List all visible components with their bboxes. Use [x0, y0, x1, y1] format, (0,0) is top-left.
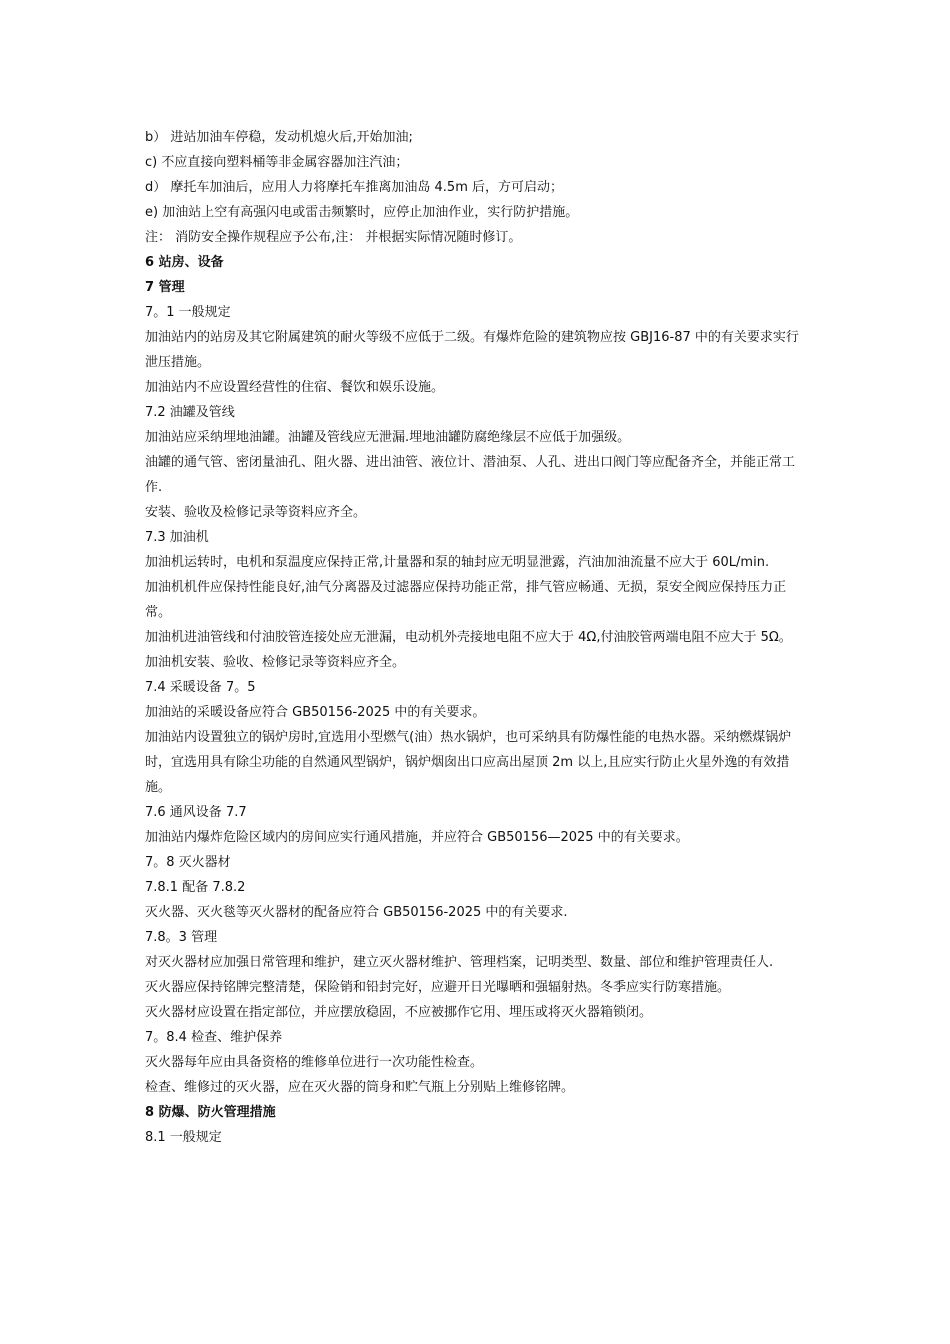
subsection-heading-7-8-3: 7.8。3 管理 [145, 930, 218, 945]
subsection-heading-8-1: 8.1 一般规定 [145, 1130, 222, 1145]
paragraph: 加油机进油管线和付油胶管连接处应无泄漏，电动机外壳接地电阻不应大于 4Ω,付油胶管两端电阻不应大于 5Ω。 [145, 630, 792, 645]
list-item-d: d） 摩托车加油后，应用人力将摩托车推离加油岛 4.5m 后，方可启动； [145, 180, 563, 195]
paragraph: 灭火器材应设置在指定部位，并应摆放稳固，不应被挪作它用、埋压或将灭火器箱锁闭。 [145, 1005, 653, 1020]
paragraph: 加油站内设置独立的锅炉房时,宜选用小型燃气(油）热水锅炉，也可采纳具有防爆性能的电热水器。采纳燃煤锅炉时，宜选用具有除尘功能的自然通风型锅炉，锅炉烟囱出口应高出屋顶 2m 以上,且应实行防止火星外逸的有效措施。 [145, 730, 792, 795]
list-item-c: c) 不应直接向塑料桶等非金属容器加注汽油； [145, 155, 409, 170]
paragraph: 对灭火器材应加强日常管理和维护，建立灭火器材维护、管理档案，记明类型、数量、部位和维护管理责任人. [145, 955, 774, 970]
paragraph: 加油站的采暖设备应符合 GB50156-2025 中的有关要求。 [145, 705, 486, 720]
list-item-e: e) 加油站上空有高强闪电或雷击频繁时，应停止加油作业，实行防护措施。 [145, 205, 579, 220]
document-body [145, 125, 810, 1150]
paragraph: 灭火器每年应由具备资格的维修单位进行一次功能性检查。 [145, 1055, 484, 1070]
paragraph: 加油机运转时，电机和泵温度应保持正常,计量器和泵的轴封应无明显泄露，汽油加油流量不应大于 60L/min. [145, 555, 770, 570]
section-heading-7: 7 管理 [145, 280, 185, 295]
section-heading-8: 8 防爆、防火管理措施 [145, 1105, 276, 1120]
list-item-b: b） 进站加油车停稳，发动机熄火后,开始加油; [145, 130, 413, 145]
subsection-heading-7-6: 7.6 通风设备 7.7 [145, 805, 247, 820]
paragraph: 灭火器应保持铭牌完整清楚，保险销和铅封完好，应避开日光曝晒和强辐射热。冬季应实行防寒措施。 [145, 980, 731, 995]
subsection-heading-7-8-1: 7.8.1 配备 7.8.2 [145, 880, 246, 895]
paragraph: 检查、维修过的灭火器，应在灭火器的筒身和贮气瓶上分别贴上维修铭牌。 [145, 1080, 575, 1095]
paragraph: 加油站内爆炸危险区域内的房间应实行通风措施，并应符合 GB50156—2025 中的有关要求。 [145, 830, 689, 845]
paragraph: 油罐的通气管、密闭量油孔、阻火器、进出油管、液位计、潜油泵、人孔、进出口阀门等应配备齐全，并能正常工作. [145, 455, 796, 495]
subsection-heading-7-4: 7.4 采暖设备 7。5 [145, 680, 256, 695]
subsection-heading-7-3: 7.3 加油机 [145, 530, 209, 545]
paragraph: 加油机机件应保持性能良好,油气分离器及过滤器应保持功能正常，排气管应畅通、无损，泵安全阀应保持压力正常。 [145, 580, 787, 620]
subsection-heading-7-2: 7.2 油罐及管线 [145, 405, 235, 420]
paragraph: 灭火器、灭火毯等灭火器材的配备应符合 GB50156-2025 中的有关要求. [145, 905, 568, 920]
note: 注： 消防安全操作规程应予公布,注： 并根据实际情况随时修订。 [145, 230, 522, 245]
paragraph: 加油机安装、验收、检修记录等资料应齐全。 [145, 655, 406, 670]
subsection-heading-7-8-4: 7。8.4 检查、维护保养 [145, 1030, 283, 1045]
paragraph: 加油站内的站房及其它附属建筑的耐火等级不应低于二级。有爆炸危险的建筑物应按 GBJ16-87 中的有关要求实行泄压措施。 [145, 330, 799, 370]
paragraph: 加油站内不应设置经营性的住宿、餐饮和娱乐设施。 [145, 380, 445, 395]
subsection-heading-7-8: 7。8 灭火器材 [145, 855, 231, 870]
subsection-heading-7-1: 7。1 一般规定 [145, 305, 231, 320]
paragraph: 安装、验收及检修记录等资料应齐全。 [145, 505, 367, 520]
paragraph: 加油站应采纳埋地油罐。油罐及管线应无泄漏.埋地油罐防腐绝缘层不应低于加强级。 [145, 430, 631, 445]
section-heading-6: 6 站房、设备 [145, 255, 224, 270]
